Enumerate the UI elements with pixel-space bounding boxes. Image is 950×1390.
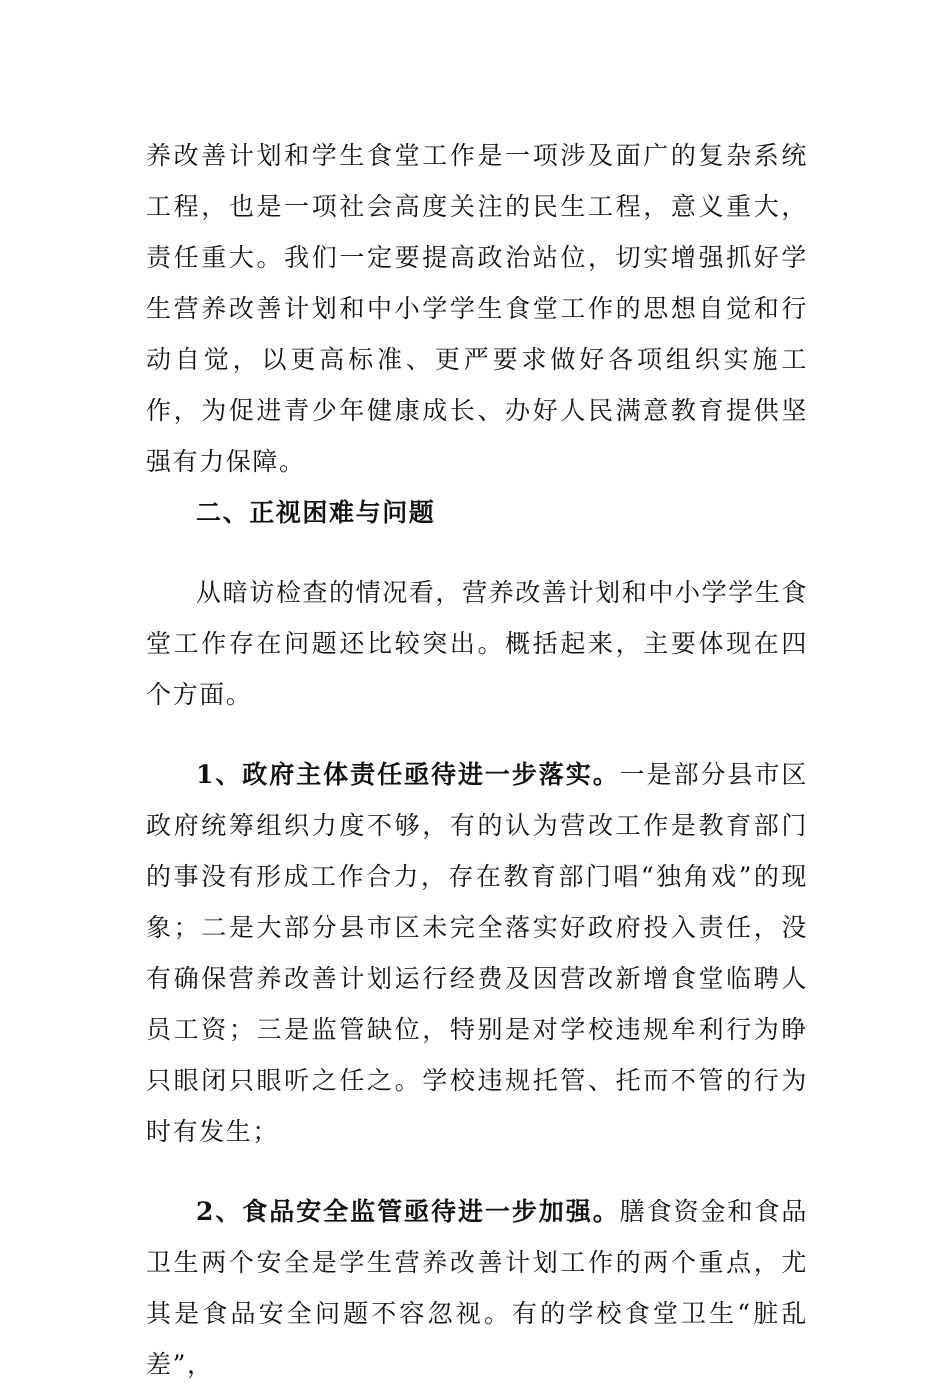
item-paragraph-2: [146, 1186, 808, 1390]
continuation-paragraph: 养改善计划和学生食堂工作是一项涉及面广的复杂系统工程，也是一项社会高度关注的民生工程，意义重大，责任重大。我们一定要提高政治站位，切实增强抓好学生营养改善计划和中小学学生食堂工作的思想自觉和行动自觉，以更高标准、更严要求做好各项组织实施工作，为促进青少年健康成长、办好人民满意教育提供坚强有力保障。: [146, 141, 808, 476]
intro-paragraph: 从暗访检查的情况看，营养改善计划和中小学学生食堂工作存在问题还比较突出。概括起来，主要体现在四个方面。: [146, 578, 808, 709]
item-lead-1: 1、政府主体责任亟待进一步落实。: [196, 760, 620, 789]
item-text-1: 一是部分县市区政府统筹组织力度不够，有的认为营改工作是教育部门的事没有形成工作合力，存在教育部门唱“独角戏”的现象；二是大部分县市区未完全落实好政府投入责任，没有确保营养改善计划运行经费及因营改新增食堂临聘人员工资；三是监管缺位，特别是对学校违规牟利行为睁只眼闭只眼听之任之。学校违规托管、托而不管的行为时有发生；: [146, 760, 808, 1146]
item-text-2: 膳食资金和食品卫生两个安全是学生营养改善计划工作的两个重点，尤其是食品安全问题不容忽视。有的学校食堂卫生“脏乱差”，: [146, 1197, 808, 1379]
item-lead-2: 2、食品安全监管亟待进一步加强。: [196, 1197, 620, 1226]
document-body: [146, 130, 808, 1390]
section-heading: 二、正视困难与问题: [196, 498, 436, 527]
item-paragraph-1: [146, 749, 808, 1157]
